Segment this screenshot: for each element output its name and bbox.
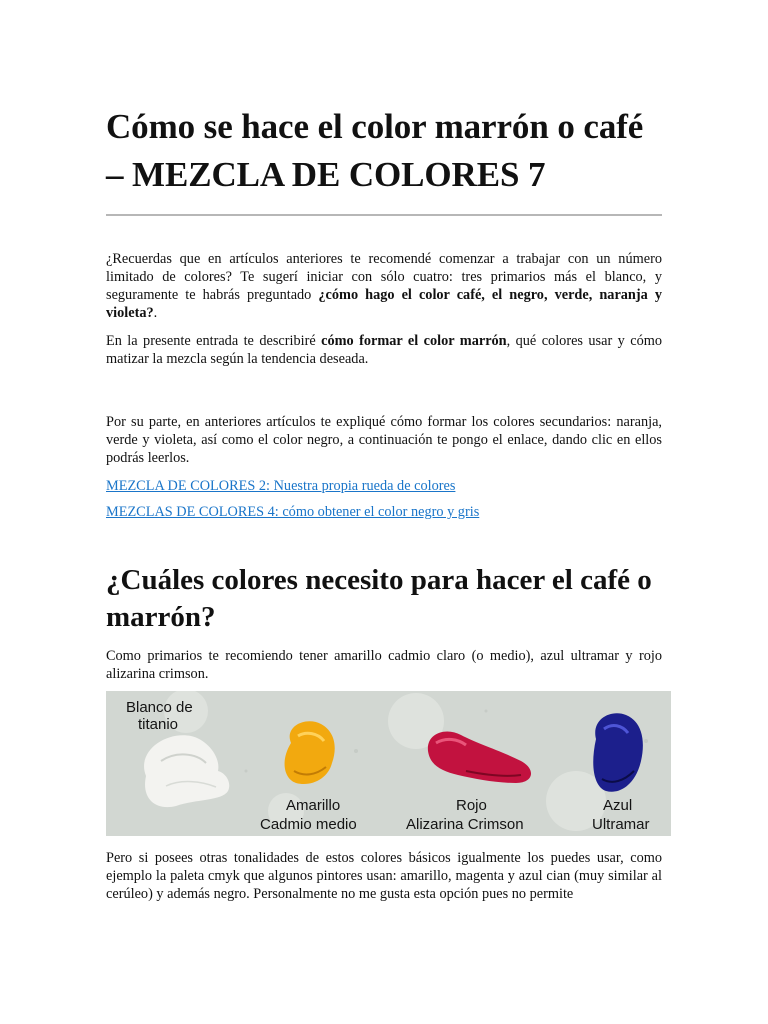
- description-paragraph: [106, 332, 662, 368]
- title-divider: [106, 214, 662, 216]
- description-text-a: En la presente entrada te describiré: [106, 333, 322, 349]
- label-white-line2: titanio: [138, 716, 179, 733]
- section-heading: ¿Cuáles colores necesito para hacer el café o marrón?: [106, 564, 652, 633]
- primaries-paragraph: Como primarios te recomiendo tener amarillo cadmio claro (o medio), azul ultramar y rojo alizarina crimson.: [106, 648, 662, 682]
- intro-period: .: [153, 305, 158, 321]
- page-title: Cómo se hace el color marrón o café – MEZCLA DE COLORES 7: [106, 107, 644, 194]
- intro-bold-question: ¿cómo hago el color café, el negro, verde, naranja y violeta?: [106, 287, 662, 321]
- label-yellow-line2: Cadmio medio: [260, 816, 357, 833]
- description-text-b: , qué colores usar y cómo matizar la mezcla según la tendencia deseada.: [106, 333, 662, 367]
- description-bold: cómo formar el color marrón: [321, 333, 507, 349]
- secondary-colors-paragraph: Por su parte, en anteriores artículos te expliqué cómo formar los colores secundarios: naranja, verde y violeta, así como el color negro, a continuación te pongo el enlace, dando clic en ellos podrás leerlos.: [106, 414, 662, 466]
- label-blue-line1: Azul: [603, 797, 633, 814]
- label-yellow-line1: Amarillo: [286, 797, 341, 814]
- intro-paragraph: [106, 250, 662, 322]
- label-white-line1: Blanco de: [126, 699, 193, 716]
- label-red-line2: Alizarina Crimson: [406, 816, 524, 833]
- cmyk-paragraph: Pero si posees otras tonalidades de estos colores básicos igualmente los puedes usar, como ejemplo la paleta cmyk que algunos pintores usan: amarillo, magenta y azul cian (muy similar al cerúleo) y además negro. Personalmente no me gusta esta opción pues no permite: [106, 850, 662, 902]
- label-red-line1: Rojo: [456, 797, 487, 814]
- label-blue-line2: Ultramar: [592, 816, 650, 833]
- paint-swatches-photo: [106, 691, 671, 836]
- link-mezcla-2[interactable]: MEZCLA DE COLORES 2: Nuestra propia rueda de colores: [106, 478, 456, 494]
- link-mezcla-4[interactable]: MEZCLAS DE COLORES 4: cómo obtener el color negro y gris: [106, 504, 480, 520]
- intro-text: ¿Recuerdas que en artículos anteriores te recomendé comenzar a trabajar con un número limitado de colores? Te sugerí iniciar con sólo cuatro: tres primarios más el blanco, y seguramente te habrás preguntado: [106, 251, 662, 303]
